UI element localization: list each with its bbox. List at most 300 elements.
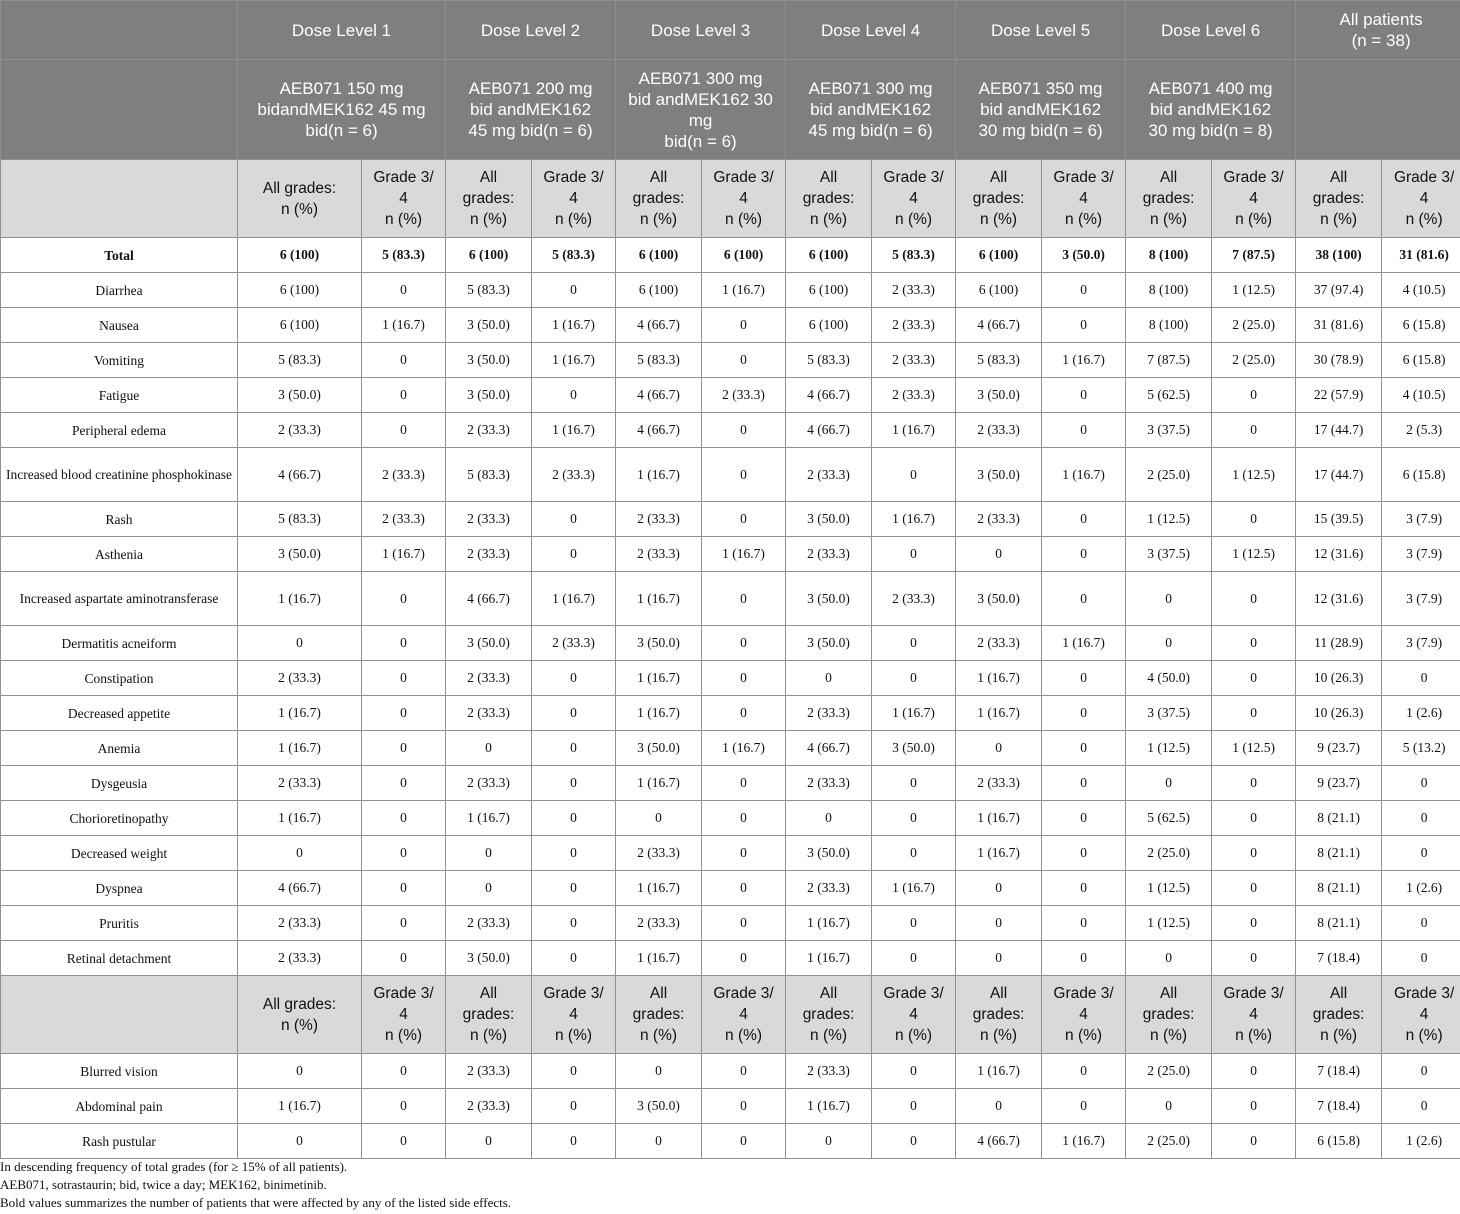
table-body-part2	[1, 1054, 1460, 1159]
grade34-cell: 3 (7.9)	[1382, 572, 1460, 626]
adverse-event-label: Total	[1, 238, 238, 273]
all-grades-cell: 37 (97.4)	[1296, 273, 1382, 308]
grade34-cell: 6 (15.8)	[1382, 343, 1460, 378]
grade34-cell: 1 (16.7)	[702, 273, 786, 308]
grade34-cell: 0	[702, 448, 786, 502]
all-grades-cell: 4 (66.7)	[956, 1124, 1042, 1159]
grade34-cell: 0	[1212, 502, 1296, 537]
all-grades-cell: 10 (26.3)	[1296, 661, 1382, 696]
all-grades-cell: 4 (66.7)	[786, 413, 872, 448]
all-grades-cell: 6 (100)	[616, 273, 702, 308]
grade34-cell: 0	[362, 661, 446, 696]
all-grades-cell: 7 (18.4)	[1296, 1089, 1382, 1124]
grade34-cell: 6 (15.8)	[1382, 308, 1460, 343]
adverse-event-label: Abdominal pain	[1, 1089, 238, 1124]
table-row	[1, 343, 1460, 378]
all-grades-cell: 3 (50.0)	[446, 308, 532, 343]
grade34-cell: 0	[532, 273, 616, 308]
all-grades-cell: 0	[238, 626, 362, 661]
all-grades-cell: 8 (100)	[1126, 273, 1212, 308]
table-row	[1, 502, 1460, 537]
all-grades-cell: 2 (33.3)	[616, 836, 702, 871]
grade34-cell: 0	[532, 378, 616, 413]
all-grades-cell: 1 (16.7)	[616, 661, 702, 696]
grade34-cell: 3 (7.9)	[1382, 537, 1460, 572]
all-grades-cell: 3 (50.0)	[446, 626, 532, 661]
adverse-event-label: Vomiting	[1, 343, 238, 378]
grade34-cell: 0	[1042, 273, 1126, 308]
all-grades-cell: 1 (16.7)	[616, 941, 702, 976]
all-grades-cell: 1 (16.7)	[956, 801, 1042, 836]
grade34-cell: 0	[1042, 836, 1126, 871]
grade34-cell: 1 (16.7)	[872, 696, 956, 731]
all-grades-cell: 6 (100)	[786, 238, 872, 273]
grade34-header: Grade 3/ 4 n (%)	[1042, 160, 1126, 238]
grade34-cell: 4 (10.5)	[1382, 378, 1460, 413]
all-grades-cell: 2 (33.3)	[446, 906, 532, 941]
all-grades-cell: 2 (33.3)	[786, 696, 872, 731]
grade34-cell: 5 (83.3)	[362, 238, 446, 273]
all-grades-header: All grades: n (%)	[1126, 976, 1212, 1054]
table-row	[1, 413, 1460, 448]
grade34-cell: 0	[362, 1089, 446, 1124]
all-grades-cell: 2 (25.0)	[1126, 836, 1212, 871]
dose-level-4-header: Dose Level 4	[786, 1, 956, 60]
grade34-cell: 2 (33.3)	[702, 378, 786, 413]
grade34-cell: 0	[362, 343, 446, 378]
grade34-cell: 1 (16.7)	[532, 413, 616, 448]
grade34-cell: 0	[532, 731, 616, 766]
grade34-cell: 0	[362, 572, 446, 626]
grade34-cell: 0	[362, 871, 446, 906]
all-grades-cell: 1 (12.5)	[1126, 731, 1212, 766]
grade34-cell: 2 (33.3)	[872, 343, 956, 378]
dose-level-3-header: Dose Level 3	[616, 1, 786, 60]
all-grades-cell: 0	[616, 1054, 702, 1089]
table-row	[1, 572, 1460, 626]
dose-level-header-row	[1, 1, 1460, 60]
adverse-event-label: Peripheral edema	[1, 413, 238, 448]
all-grades-cell: 2 (33.3)	[956, 766, 1042, 801]
grade34-cell: 6 (15.8)	[1382, 448, 1460, 502]
grade34-cell: 2 (33.3)	[532, 448, 616, 502]
footnote: AEB071, sotrastaurin; bid, twice a day; MEK162, binimetinib.	[0, 1177, 327, 1192]
grade-header-row	[1, 976, 1460, 1054]
grade34-cell: 0	[532, 1089, 616, 1124]
regimen-3-header: AEB071 300 mg bid andMEK162 30 mg bid(n = 6)	[616, 60, 786, 160]
grade34-cell: 0	[1212, 572, 1296, 626]
all-grades-cell: 4 (66.7)	[616, 308, 702, 343]
grade34-cell: 3 (7.9)	[1382, 502, 1460, 537]
all-grades-cell: 2 (33.3)	[786, 871, 872, 906]
total-row	[1, 238, 1460, 273]
grade34-cell: 0	[702, 1089, 786, 1124]
adverse-event-label: Decreased weight	[1, 836, 238, 871]
all-grades-cell: 4 (66.7)	[616, 413, 702, 448]
all-grades-cell: 5 (83.3)	[446, 273, 532, 308]
all-grades-cell: 7 (18.4)	[1296, 1054, 1382, 1089]
grade34-cell: 7 (87.5)	[1212, 238, 1296, 273]
grade34-cell: 2 (33.3)	[362, 502, 446, 537]
all-grades-cell: 12 (31.6)	[1296, 572, 1382, 626]
grade34-cell: 1 (2.6)	[1382, 696, 1460, 731]
adverse-event-label: Dysgeusia	[1, 766, 238, 801]
grade34-cell: 3 (50.0)	[1042, 238, 1126, 273]
all-grades-header: All grades: n (%)	[786, 976, 872, 1054]
all-grades-cell: 4 (66.7)	[786, 378, 872, 413]
grade34-cell: 0	[872, 626, 956, 661]
all-grades-cell: 4 (66.7)	[616, 378, 702, 413]
grade34-cell: 0	[1382, 766, 1460, 801]
grade34-cell: 0	[1212, 941, 1296, 976]
all-grades-cell: 2 (33.3)	[616, 502, 702, 537]
grade34-cell: 2 (5.3)	[1382, 413, 1460, 448]
all-grades-cell: 2 (33.3)	[238, 766, 362, 801]
grade34-cell: 1 (16.7)	[1042, 448, 1126, 502]
all-grades-header: All grades: n (%)	[446, 976, 532, 1054]
grade34-cell: 0	[872, 1054, 956, 1089]
all-grades-cell: 1 (16.7)	[956, 696, 1042, 731]
all-grades-cell: 2 (33.3)	[446, 413, 532, 448]
header-corner	[1, 1, 238, 60]
grade34-cell: 0	[1042, 661, 1126, 696]
regimen-all-header	[1296, 60, 1460, 160]
grade34-cell: 0	[1212, 766, 1296, 801]
all-grades-cell: 6 (100)	[956, 273, 1042, 308]
all-grades-cell: 31 (81.6)	[1296, 308, 1382, 343]
all-grades-cell: 2 (33.3)	[956, 413, 1042, 448]
all-grades-cell: 2 (33.3)	[956, 626, 1042, 661]
grade34-cell: 0	[1212, 836, 1296, 871]
all-grades-header: All grades: n (%)	[238, 160, 362, 238]
repeated-grade-header	[1, 976, 1460, 1054]
header-corner	[1, 160, 238, 238]
grade34-cell: 0	[872, 801, 956, 836]
all-grades-cell: 1 (16.7)	[616, 766, 702, 801]
table-row	[1, 1054, 1460, 1089]
grade34-cell: 0	[1382, 906, 1460, 941]
all-grades-cell: 5 (83.3)	[238, 343, 362, 378]
all-grades-cell: 4 (66.7)	[238, 871, 362, 906]
all-grades-cell: 0	[956, 1089, 1042, 1124]
grade34-cell: 0	[872, 836, 956, 871]
all-grades-cell: 5 (83.3)	[238, 502, 362, 537]
grade34-cell: 0	[1042, 801, 1126, 836]
grade34-cell: 0	[362, 696, 446, 731]
all-grades-cell: 5 (83.3)	[616, 343, 702, 378]
all-grades-cell: 1 (16.7)	[616, 696, 702, 731]
all-grades-cell: 0	[786, 1124, 872, 1159]
all-grades-cell: 0	[1126, 626, 1212, 661]
all-grades-header: All grades: n (%)	[616, 160, 702, 238]
grade34-cell: 0	[532, 871, 616, 906]
all-grades-cell: 7 (87.5)	[1126, 343, 1212, 378]
all-grades-cell: 1 (16.7)	[616, 572, 702, 626]
grade34-cell: 0	[532, 801, 616, 836]
grade34-cell: 0	[702, 343, 786, 378]
grade34-cell: 0	[1212, 661, 1296, 696]
grade34-cell: 0	[532, 766, 616, 801]
all-grades-header: All grades: n (%)	[446, 160, 532, 238]
grade34-cell: 2 (33.3)	[872, 273, 956, 308]
regimen-5-header: AEB071 350 mg bid andMEK162 30 mg bid(n = 6)	[956, 60, 1126, 160]
all-grades-cell: 38 (100)	[1296, 238, 1382, 273]
grade34-cell: 0	[702, 941, 786, 976]
grade34-cell: 0	[702, 836, 786, 871]
grade34-cell: 0	[1042, 1054, 1126, 1089]
all-grades-cell: 3 (50.0)	[238, 537, 362, 572]
all-grades-cell: 3 (50.0)	[956, 572, 1042, 626]
all-grades-cell: 6 (100)	[238, 238, 362, 273]
table-row	[1, 308, 1460, 343]
grade34-cell: 0	[1042, 871, 1126, 906]
all-grades-cell: 22 (57.9)	[1296, 378, 1382, 413]
grade34-header: Grade 3/ 4 n (%)	[362, 160, 446, 238]
all-grades-cell: 2 (33.3)	[956, 502, 1042, 537]
all-grades-cell: 0	[1126, 1089, 1212, 1124]
grade34-cell: 0	[1382, 836, 1460, 871]
all-grades-cell: 3 (50.0)	[786, 626, 872, 661]
regimen-4-header: AEB071 300 mg bid andMEK162 45 mg bid(n = 6)	[786, 60, 956, 160]
table-row	[1, 661, 1460, 696]
all-grades-cell: 1 (16.7)	[616, 448, 702, 502]
all-grades-cell: 0	[616, 801, 702, 836]
grade34-cell: 0	[362, 626, 446, 661]
grade34-cell: 0	[362, 731, 446, 766]
grade34-cell: 0	[872, 1124, 956, 1159]
all-grades-cell: 8 (21.1)	[1296, 906, 1382, 941]
all-grades-cell: 1 (16.7)	[238, 1089, 362, 1124]
grade34-cell: 0	[1042, 766, 1126, 801]
all-grades-cell: 4 (66.7)	[446, 572, 532, 626]
all-grades-cell: 1 (16.7)	[956, 661, 1042, 696]
table-row	[1, 836, 1460, 871]
grade34-cell: 0	[1382, 801, 1460, 836]
grade34-cell: 6 (100)	[702, 238, 786, 273]
grade34-cell: 0	[1042, 696, 1126, 731]
adverse-event-label: Increased blood creatinine phosphokinase	[1, 448, 238, 502]
adverse-event-label: Diarrhea	[1, 273, 238, 308]
adverse-event-label: Decreased appetite	[1, 696, 238, 731]
grade34-header: Grade 3/ 4 n (%)	[702, 976, 786, 1054]
grade34-cell: 0	[532, 502, 616, 537]
all-grades-cell: 6 (100)	[956, 238, 1042, 273]
grade34-cell: 1 (16.7)	[1042, 1124, 1126, 1159]
grade34-cell: 0	[872, 1089, 956, 1124]
all-grades-cell: 3 (37.5)	[1126, 537, 1212, 572]
grade34-cell: 2 (25.0)	[1212, 343, 1296, 378]
grade34-cell: 0	[702, 696, 786, 731]
all-grades-cell: 3 (50.0)	[956, 378, 1042, 413]
grade34-cell: 1 (16.7)	[1042, 343, 1126, 378]
all-grades-header: All grades: n (%)	[238, 976, 362, 1054]
all-grades-cell: 2 (33.3)	[238, 661, 362, 696]
table-row	[1, 448, 1460, 502]
regimen-2-header: AEB071 200 mg bid andMEK162 45 mg bid(n = 6)	[446, 60, 616, 160]
all-grades-cell: 0	[1126, 766, 1212, 801]
grade34-cell: 0	[702, 413, 786, 448]
all-grades-cell: 2 (25.0)	[1126, 448, 1212, 502]
grade34-cell: 5 (13.2)	[1382, 731, 1460, 766]
all-grades-cell: 8 (21.1)	[1296, 871, 1382, 906]
grade34-cell: 2 (25.0)	[1212, 308, 1296, 343]
grade34-header: Grade 3/ 4 n (%)	[532, 160, 616, 238]
grade34-header: Grade 3/ 4 n (%)	[702, 160, 786, 238]
all-grades-cell: 0	[786, 801, 872, 836]
all-grades-cell: 2 (33.3)	[238, 906, 362, 941]
grade34-cell: 1 (16.7)	[872, 502, 956, 537]
all-grades-cell: 1 (12.5)	[1126, 502, 1212, 537]
grade34-cell: 0	[1212, 413, 1296, 448]
all-grades-cell: 6 (100)	[238, 308, 362, 343]
grade34-cell: 0	[362, 801, 446, 836]
grade34-cell: 2 (33.3)	[872, 308, 956, 343]
all-grades-header: All grades: n (%)	[1296, 976, 1382, 1054]
grade34-cell: 0	[702, 1054, 786, 1089]
grade34-cell: 1 (16.7)	[1042, 626, 1126, 661]
grade34-cell: 0	[1042, 572, 1126, 626]
grade34-cell: 0	[362, 766, 446, 801]
grade34-cell: 0	[1212, 871, 1296, 906]
all-grades-cell: 2 (33.3)	[446, 696, 532, 731]
all-grades-cell: 1 (16.7)	[238, 696, 362, 731]
grade34-cell: 1 (16.7)	[702, 537, 786, 572]
grade34-cell: 0	[1212, 906, 1296, 941]
adverse-event-label: Asthenia	[1, 537, 238, 572]
all-grades-header: All grades: n (%)	[1126, 160, 1212, 238]
grade34-cell: 0	[702, 661, 786, 696]
grade34-cell: 1 (12.5)	[1212, 731, 1296, 766]
all-patients-header: All patients (n = 38)	[1296, 1, 1460, 60]
grade34-cell: 0	[1382, 941, 1460, 976]
table-row	[1, 537, 1460, 572]
grade34-cell: 0	[702, 1124, 786, 1159]
all-grades-cell: 2 (33.3)	[446, 1089, 532, 1124]
footnote: Bold values summarizes the number of patients that were affected by any of the listed side effects.	[0, 1195, 512, 1210]
dose-level-2-header: Dose Level 2	[446, 1, 616, 60]
all-grades-cell: 0	[238, 1054, 362, 1089]
all-grades-cell: 6 (100)	[446, 238, 532, 273]
table-row	[1, 801, 1460, 836]
all-grades-cell: 6 (100)	[616, 238, 702, 273]
adverse-event-label: Pruritis	[1, 906, 238, 941]
all-grades-cell: 3 (50.0)	[446, 378, 532, 413]
all-grades-cell: 8 (100)	[1126, 238, 1212, 273]
all-grades-cell: 0	[956, 941, 1042, 976]
dose-level-5-header: Dose Level 5	[956, 1, 1126, 60]
all-grades-cell: 0	[616, 1124, 702, 1159]
adverse-event-label: Nausea	[1, 308, 238, 343]
grade34-cell: 1 (16.7)	[532, 343, 616, 378]
grade34-cell: 0	[532, 1124, 616, 1159]
all-grades-cell: 1 (16.7)	[786, 1089, 872, 1124]
all-grades-cell: 15 (39.5)	[1296, 502, 1382, 537]
all-grades-cell: 2 (33.3)	[446, 537, 532, 572]
all-grades-cell: 1 (16.7)	[956, 1054, 1042, 1089]
grade34-cell: 0	[532, 1054, 616, 1089]
grade34-cell: 0	[702, 502, 786, 537]
adverse-event-label: Dermatitis acneiform	[1, 626, 238, 661]
grade34-header: Grade 3/ 4 n (%)	[872, 976, 956, 1054]
adverse-event-label: Dyspnea	[1, 871, 238, 906]
all-grades-cell: 1 (16.7)	[238, 801, 362, 836]
grade34-cell: 0	[702, 801, 786, 836]
all-grades-cell: 0	[956, 906, 1042, 941]
grade34-cell: 0	[872, 766, 956, 801]
grade34-cell: 0	[532, 906, 616, 941]
grade34-cell: 0	[362, 1054, 446, 1089]
all-grades-cell: 1 (16.7)	[446, 801, 532, 836]
all-grades-cell: 7 (18.4)	[1296, 941, 1382, 976]
grade34-cell: 1 (16.7)	[362, 537, 446, 572]
grade34-header: Grade 3/ 4 n (%)	[872, 160, 956, 238]
all-grades-cell: 3 (50.0)	[616, 626, 702, 661]
all-grades-cell: 10 (26.3)	[1296, 696, 1382, 731]
all-grades-cell: 5 (83.3)	[446, 448, 532, 502]
grade34-cell: 0	[702, 572, 786, 626]
grade34-cell: 0	[872, 906, 956, 941]
grade34-cell: 0	[532, 941, 616, 976]
all-grades-cell: 2 (33.3)	[786, 766, 872, 801]
grade34-header: Grade 3/ 4 n (%)	[1382, 976, 1460, 1054]
grade34-cell: 2 (33.3)	[872, 378, 956, 413]
grade34-cell: 0	[1212, 696, 1296, 731]
all-grades-header: All grades: n (%)	[786, 160, 872, 238]
all-grades-cell: 3 (50.0)	[446, 343, 532, 378]
table-row	[1, 766, 1460, 801]
grade34-cell: 2 (33.3)	[362, 448, 446, 502]
dose-level-1-header: Dose Level 1	[238, 1, 446, 60]
all-grades-cell: 5 (62.5)	[1126, 801, 1212, 836]
grade34-cell: 1 (16.7)	[872, 413, 956, 448]
all-grades-cell: 2 (25.0)	[1126, 1124, 1212, 1159]
all-grades-cell: 2 (33.3)	[238, 413, 362, 448]
grade-header-row	[1, 160, 1460, 238]
grade34-cell: 3 (7.9)	[1382, 626, 1460, 661]
all-grades-header: All grades: n (%)	[616, 976, 702, 1054]
all-grades-cell: 3 (50.0)	[616, 731, 702, 766]
all-grades-cell: 1 (12.5)	[1126, 906, 1212, 941]
grade34-cell: 0	[1212, 1124, 1296, 1159]
all-grades-cell: 0	[956, 731, 1042, 766]
all-grades-cell: 0	[446, 1124, 532, 1159]
grade34-cell: 1 (2.6)	[1382, 1124, 1460, 1159]
all-grades-cell: 2 (33.3)	[786, 1054, 872, 1089]
grade34-cell: 2 (33.3)	[872, 572, 956, 626]
adverse-event-label: Retinal detachment	[1, 941, 238, 976]
grade34-cell: 0	[362, 1124, 446, 1159]
all-grades-cell: 3 (37.5)	[1126, 413, 1212, 448]
all-grades-cell: 3 (50.0)	[956, 448, 1042, 502]
regimen-6-header: AEB071 400 mg bid andMEK162 30 mg bid(n = 8)	[1126, 60, 1296, 160]
adverse-event-label: Chorioretinopathy	[1, 801, 238, 836]
all-grades-cell: 3 (37.5)	[1126, 696, 1212, 731]
adverse-event-label: Increased aspartate aminotransferase	[1, 572, 238, 626]
grade34-header: Grade 3/ 4 n (%)	[1382, 160, 1460, 238]
table-body-part1	[1, 238, 1460, 976]
table-row	[1, 871, 1460, 906]
all-grades-cell: 2 (33.3)	[446, 661, 532, 696]
all-grades-cell: 8 (21.1)	[1296, 836, 1382, 871]
grade34-cell: 0	[532, 537, 616, 572]
regimen-1-header: AEB071 150 mg bidandMEK162 45 mg bid(n = 6)	[238, 60, 446, 160]
all-grades-cell: 9 (23.7)	[1296, 731, 1382, 766]
adverse-event-label: Constipation	[1, 661, 238, 696]
grade34-cell: 0	[702, 871, 786, 906]
adverse-event-label: Anemia	[1, 731, 238, 766]
grade34-cell: 3 (50.0)	[872, 731, 956, 766]
grade34-cell: 0	[872, 941, 956, 976]
